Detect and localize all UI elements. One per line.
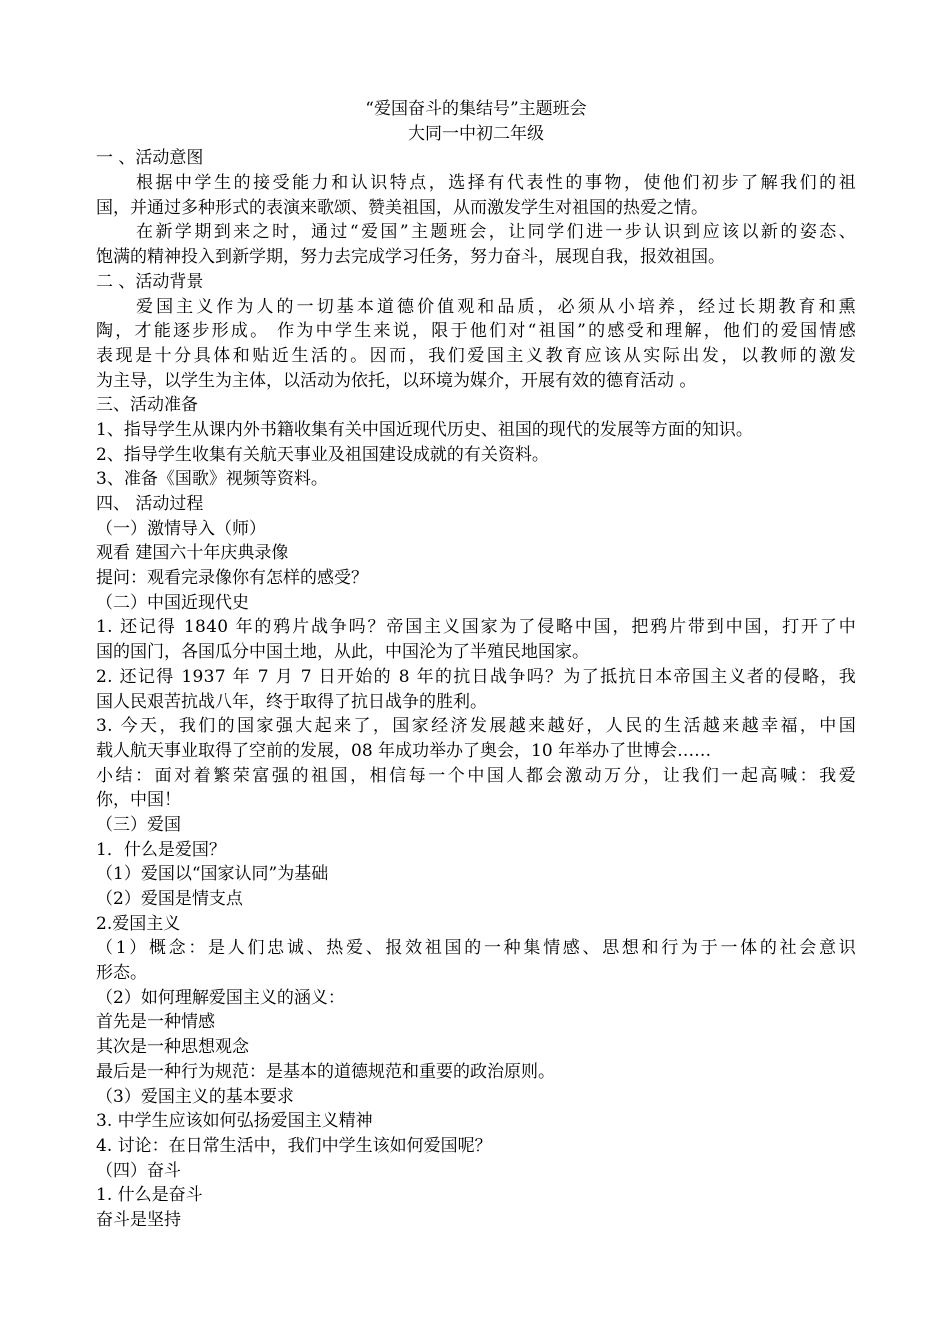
document-line: 三、活动准备 (96, 395, 198, 416)
document-line: （3）爱国主义的基本要求 (96, 1086, 294, 1107)
document-line: 爱国主义作为人的一切基本道德价值观和品质，必须从小培养，经过长期教育和熏 (136, 296, 856, 317)
document-line: 3、准备《国歌》视频等资料。 (96, 469, 328, 490)
document-line: 国的国门，各国瓜分中国土地，从此，中国沦为了半殖民地国家。 (96, 642, 589, 663)
document-line: （2）如何理解爱国主义的涵义： (96, 987, 345, 1008)
document-line: 2、指导学生收集有关航天事业及祖国建设成就的有关资料。 (96, 444, 549, 465)
document-line: 二 、活动背景 (96, 271, 204, 292)
document-body (96, 146, 856, 1232)
document-line: 观看 建国六十年庆典录像 (96, 543, 289, 564)
document-line: 2.爱国主义 (96, 913, 181, 934)
document-line: 饱满的精神投入到新学期，努力去完成学习任务，努力奋斗，展现自我，报效祖国。 (96, 247, 725, 268)
document-line: 4. 讨论：在日常生活中，我们中学生该如何爱国呢？ (96, 1135, 492, 1156)
document-line: 3. 今天，我们的国家强大起来了，国家经济发展越来越好，人民的生活越来越幸福，中国 (96, 716, 856, 737)
document-line: （四）奋斗 (96, 1160, 181, 1181)
document-line: 1. 还记得 1840 年的鸦片战争吗？帝国主义国家为了侵略中国，把鸦片带到中国，打开了中 (96, 617, 856, 638)
document-line: 国，并通过多种形式的表演来歌颂、赞美祖国，从而激发学生对祖国的热爱之情。 (96, 197, 708, 218)
document-line: 2. 还记得 1937 年 7 月 7 日开始的 8 年的抗日战争吗？为了抵抗日本帝国主义者的侵略，我 (96, 666, 856, 687)
document-line: 国人民艰苦抗战八年，终于取得了抗日战争的胜利。 (96, 691, 487, 712)
document-line: （1）爱国以“国家认同”为基础 (96, 864, 329, 885)
document-line: 提问：观看完录像你有怎样的感受？ (96, 568, 368, 589)
document-line: 形态。 (96, 963, 147, 984)
document-line: 陶，才能逐步形成。 作为中学生来说，限于他们对“祖国”的感受和理解，他们的爱国情感 (96, 321, 856, 342)
document-line: 1、指导学生从课内外书籍收集有关中国近现代历史、祖国的现代的发展等方面的知识。 (96, 419, 753, 440)
document-line: 为主导，以学生为主体，以活动为依托，以环境为媒介，开展有效的德育活动 。 (96, 370, 697, 391)
document-line: 其次是一种思想观念 (96, 1037, 249, 1058)
document-line: （一）激情导入（师） (96, 518, 266, 539)
document-line: 表现是十分具体和贴近生活的。因而，我们爱国主义教育应该从实际出发，以教师的激发 (96, 345, 856, 366)
document-line: 1．什么是爱国？ (96, 839, 226, 860)
document-line: （二）中国近现代史 (96, 592, 249, 613)
document-line: 四、 活动过程 (96, 494, 204, 514)
document-title: “爱国奋斗的集结号”主题班会 (365, 99, 587, 119)
document-line: （三）爱国 (96, 814, 181, 835)
document-line: 根据中学生的接受能力和认识特点，选择有代表性的事物，使他们初步了解我们的祖 (136, 173, 856, 194)
document-subtitle: 大同一中初二年级 (408, 123, 544, 144)
document-line: 你，中国！ (96, 790, 181, 811)
document-page (96, 97, 856, 1233)
document-line: 在新学期到来之时，通过“爱国”主题班会，让同学们进一步认识到应该以新的姿态、 (136, 222, 856, 243)
document-line: （2）爱国是情支点 (96, 889, 243, 909)
document-line: 载人航天事业取得了空前的发展，08 年成功举办了奥会，10 年举办了世博会…… (96, 740, 712, 761)
document-line: 奋斗是坚持 (96, 1209, 181, 1230)
document-line: 小结：面对着繁荣富强的祖国，相信每一个中国人都会激动万分，让我们一起高喊：我爱 (96, 765, 856, 786)
document-line: （1）概念：是人们忠诚、热爱、报效祖国的一种集情感、思想和行为于一体的社会意识 (96, 938, 856, 959)
document-line: 一 、活动意图 (96, 148, 204, 169)
document-line: 首先是一种情感 (96, 1012, 215, 1033)
document-line: 3. 中学生应该如何弘扬爱国主义精神 (96, 1111, 373, 1132)
document-line: 1. 什么是奋斗 (96, 1185, 203, 1206)
document-line: 最后是一种行为规范：是基本的道德规范和重要的政治原则。 (96, 1061, 555, 1082)
